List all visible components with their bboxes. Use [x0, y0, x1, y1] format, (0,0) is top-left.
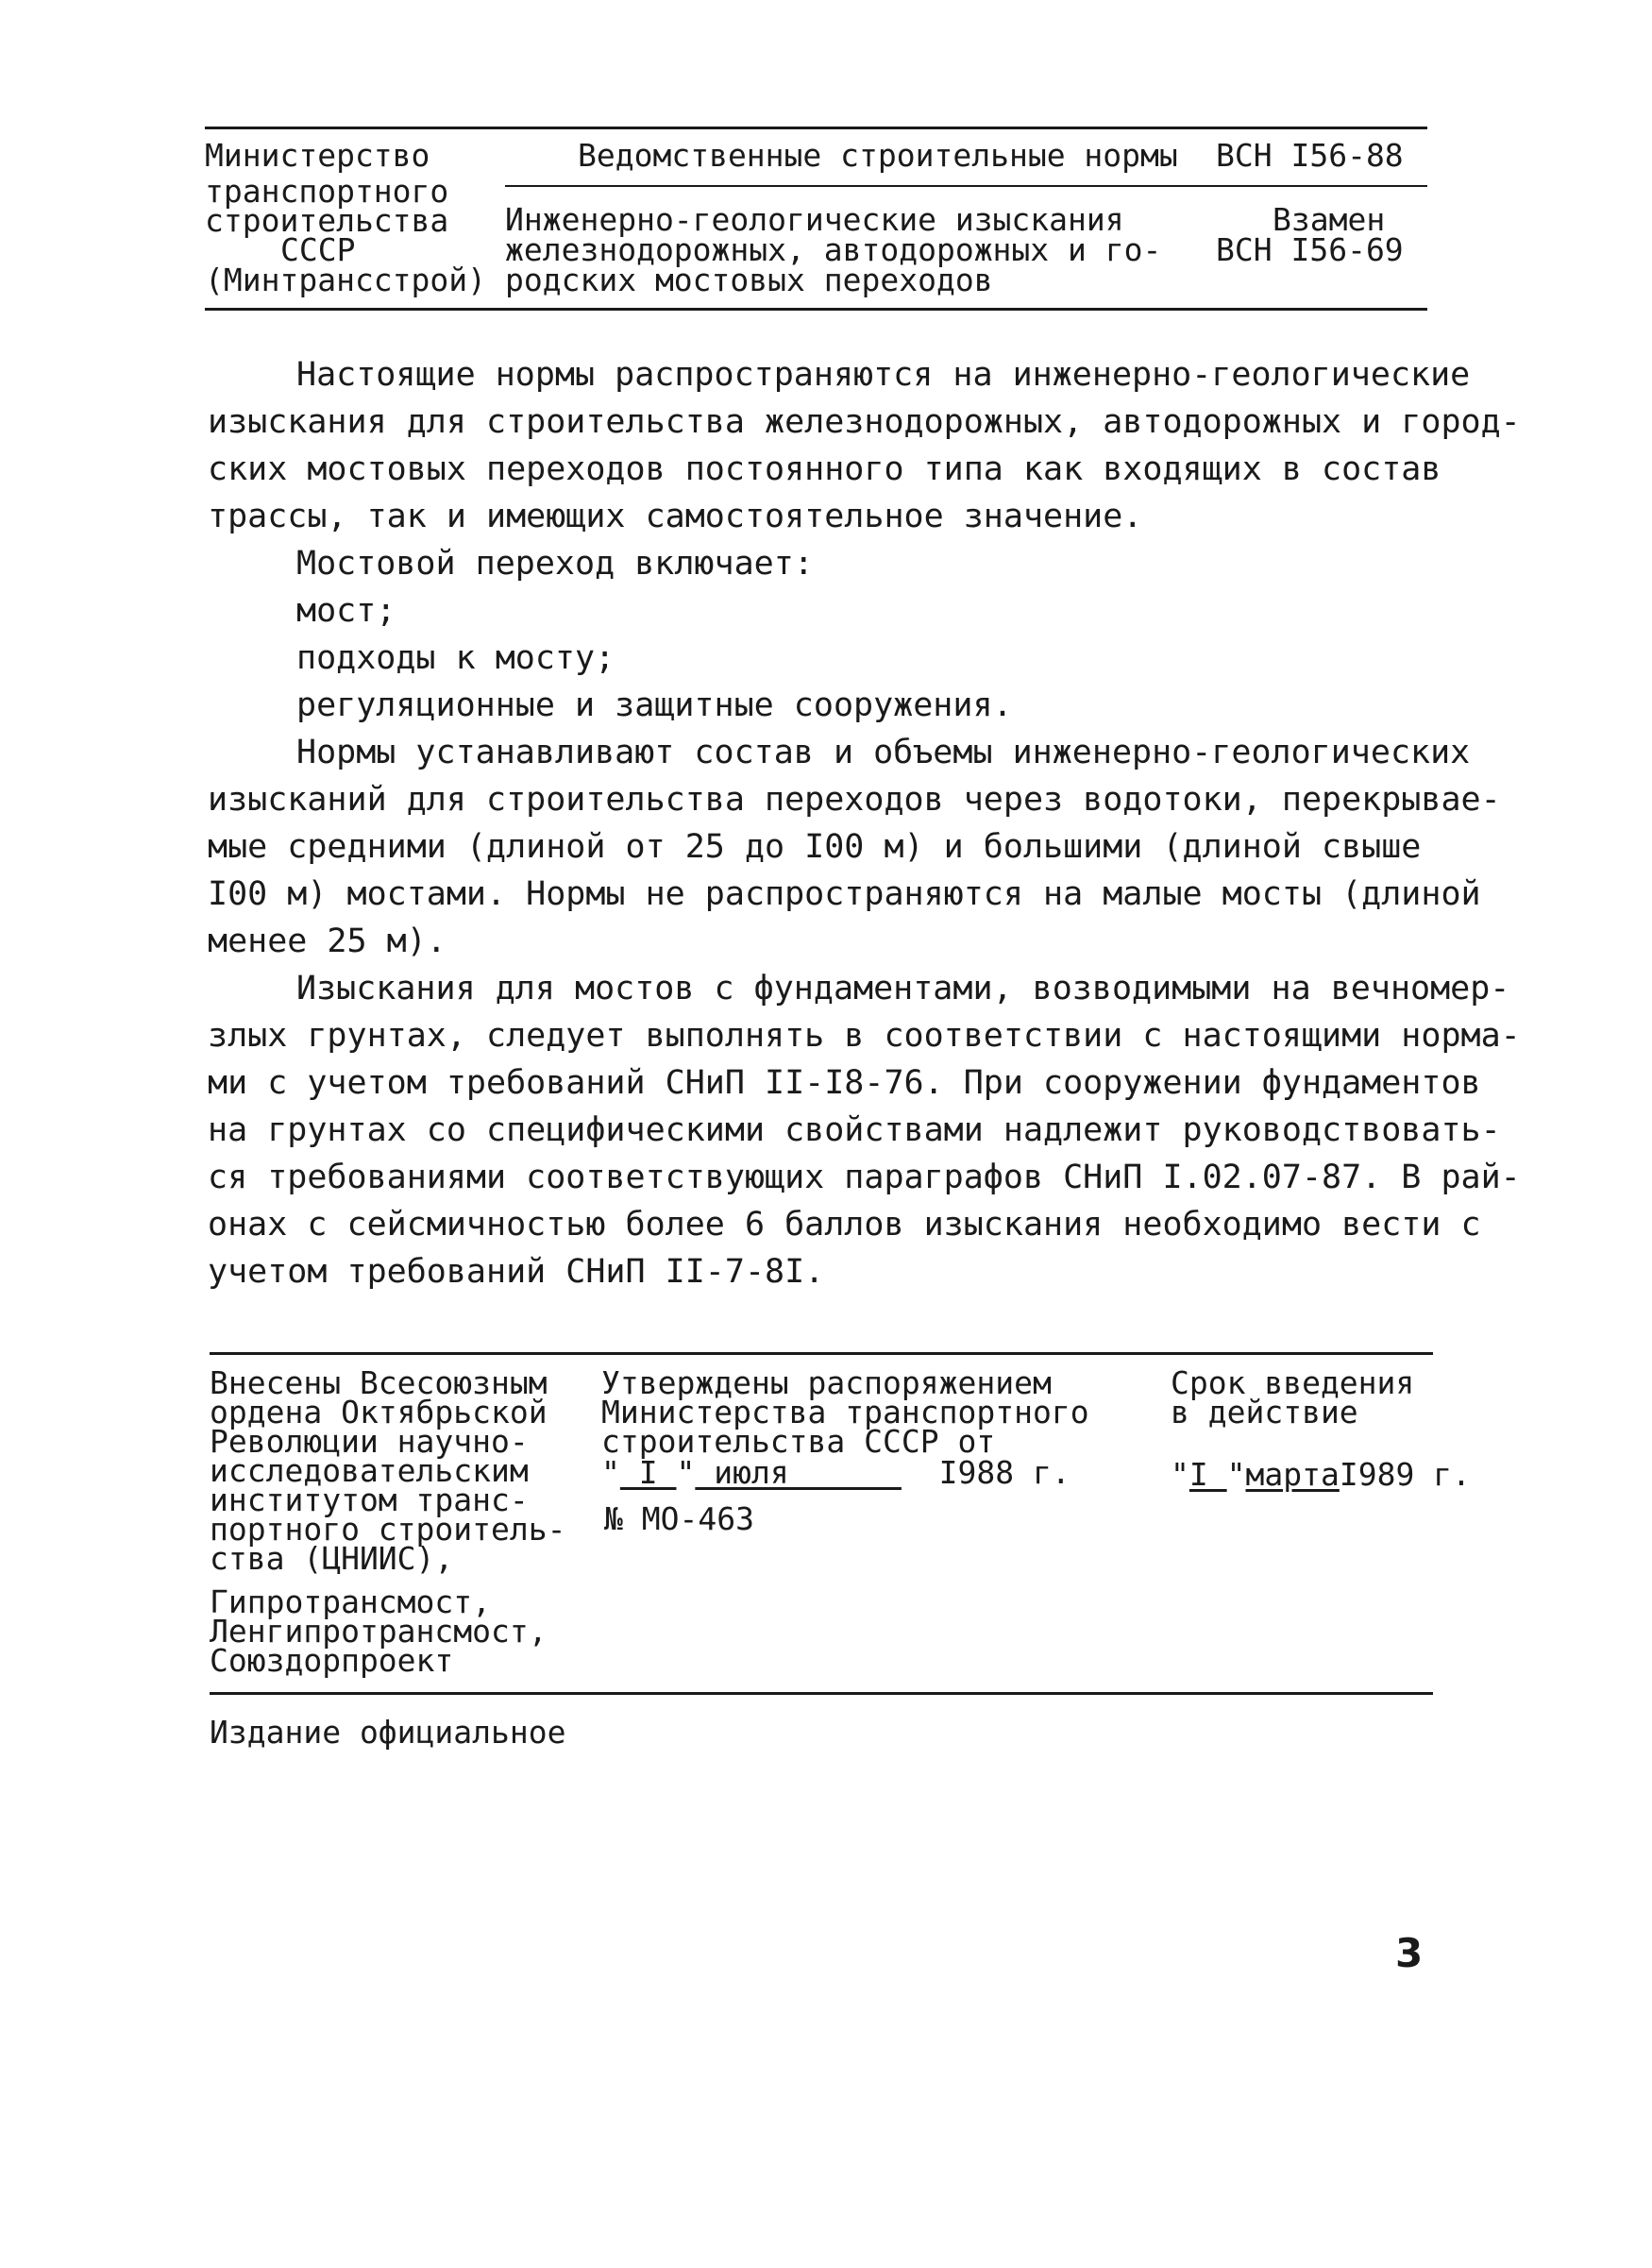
submitted-line-4: исследовательским	[210, 1452, 529, 1489]
effective-day: I	[1188, 1456, 1227, 1493]
body-line-15: злых грунтах, следует выполнять в соответствии с настоящими норма-	[208, 1017, 1521, 1055]
replaces-label: Взамен	[1273, 201, 1386, 238]
body-line-4: трассы, так и имеющих самостоятельное значение.	[208, 498, 1143, 535]
body-line-2: изыскания для строительства железнодорожных, автодорожных и город-	[208, 403, 1521, 441]
body-line-16: ми с учетом требований СНиП II-I8-76. При сооружении фундаментов	[208, 1064, 1481, 1102]
replaces-code: ВСН I56-69	[1216, 231, 1404, 268]
footer-top-rule	[210, 1352, 1433, 1355]
submitted-line-3: Революции научно-	[210, 1423, 529, 1460]
body-line-12: I00 м) мостами. Нормы не распространяются на малые мосты (длиной	[208, 875, 1481, 913]
header-inner-rule	[505, 185, 1427, 187]
norm-code: ВСН I56-88	[1216, 137, 1404, 174]
body-line-20: учетом требований СНиП II-7-8I.	[208, 1253, 825, 1291]
effective-month: марта	[1245, 1456, 1340, 1493]
approved-line-2: Министерства транспортного	[601, 1394, 1089, 1430]
header-top-rule	[205, 127, 1427, 129]
body-line-5: Мостовой переход включает:	[296, 545, 814, 583]
approved-date	[601, 1454, 1070, 1491]
effective-quote-open: "	[1171, 1456, 1189, 1493]
body-line-7: подходы к мосту;	[296, 639, 615, 677]
body-line-11: мые средними (длиной от 25 до I00 м) и большими (длиной свыше	[208, 828, 1422, 866]
approved-quote-close: "	[676, 1454, 696, 1491]
approved-year: I988 г.	[901, 1454, 1070, 1491]
approved-number: № МО-463	[604, 1500, 754, 1537]
submitted-line-7: ства (ЦНИИС),	[210, 1540, 454, 1577]
submitted-line-1: Внесены Всесоюзным	[210, 1364, 548, 1401]
header-bottom-rule	[205, 308, 1427, 311]
submitted-line-6: портного строитель-	[210, 1511, 566, 1548]
body-line-10: изысканий для строительства переходов через водотоки, перекрывае-	[208, 781, 1501, 819]
body-line-6: мост;	[296, 592, 396, 630]
body-line-8: регуляционные и защитные сооружения.	[296, 686, 1013, 724]
submitted-line-9: Ленгипротрансмост,	[210, 1613, 548, 1650]
body-line-13: менее 25 м).	[208, 922, 447, 960]
approved-quote-open: "	[601, 1454, 620, 1491]
submitted-line-10: Союздорпроект	[210, 1642, 454, 1679]
org-line-2: транспортного	[205, 173, 449, 210]
submitted-line-8: Гипротрансмост,	[210, 1583, 492, 1620]
body-line-18: ся требованиями соответствующих параграфов СНиП I.02.07-87. В рай-	[208, 1159, 1521, 1196]
norm-type: Ведомственные строительные нормы	[578, 137, 1178, 174]
body-line-3: ских мостовых переходов постоянного типа как входящих в состав	[208, 450, 1441, 488]
submitted-line-5: институтом транс-	[210, 1481, 529, 1518]
body-line-9: Нормы устанавливают состав и объемы инженерно-геологических	[296, 734, 1471, 771]
submitted-line-2: ордена Октябрьской	[210, 1394, 548, 1430]
approved-month: июля	[695, 1454, 902, 1491]
title-line-1: Инженерно-геологические изыскания	[505, 201, 1124, 238]
org-line-3: строительства	[205, 202, 449, 239]
effective-year: I989 г.	[1339, 1456, 1471, 1493]
body-line-14: Изыскания для мостов с фундаментами, возводимыми на вечномер-	[296, 970, 1510, 1007]
effective-date	[1171, 1456, 1471, 1493]
effective-quote-close: "	[1226, 1456, 1246, 1493]
body-line-19: онах с сейсмичностью более 6 баллов изыскания необходимо вести с	[208, 1206, 1481, 1244]
page-number: 3	[1395, 1930, 1424, 1976]
org-line-4: СССР	[280, 231, 356, 268]
org-line-5: (Минтрансстрой)	[205, 262, 487, 298]
footer-bottom-rule	[210, 1692, 1433, 1695]
approved-day: I	[619, 1454, 677, 1491]
body-line-1: Настоящие нормы распространяются на инженерно-геологические	[296, 356, 1471, 394]
effective-line-2: в действие	[1171, 1394, 1358, 1430]
approved-line-1: Утверждены распоряжением	[601, 1364, 1052, 1401]
approved-line-3: строительства СССР от	[601, 1423, 996, 1460]
edition-note: Издание официальное	[210, 1714, 566, 1751]
org-line-1: Министерство	[205, 137, 430, 174]
effective-line-1: Срок введения	[1171, 1364, 1415, 1401]
body-line-17: на грунтах со специфическими свойствами надлежит руководствовать-	[208, 1111, 1501, 1149]
title-line-2: железнодорожных, автодорожных и го-	[505, 231, 1162, 268]
title-line-3: родских мостовых переходов	[505, 262, 993, 298]
